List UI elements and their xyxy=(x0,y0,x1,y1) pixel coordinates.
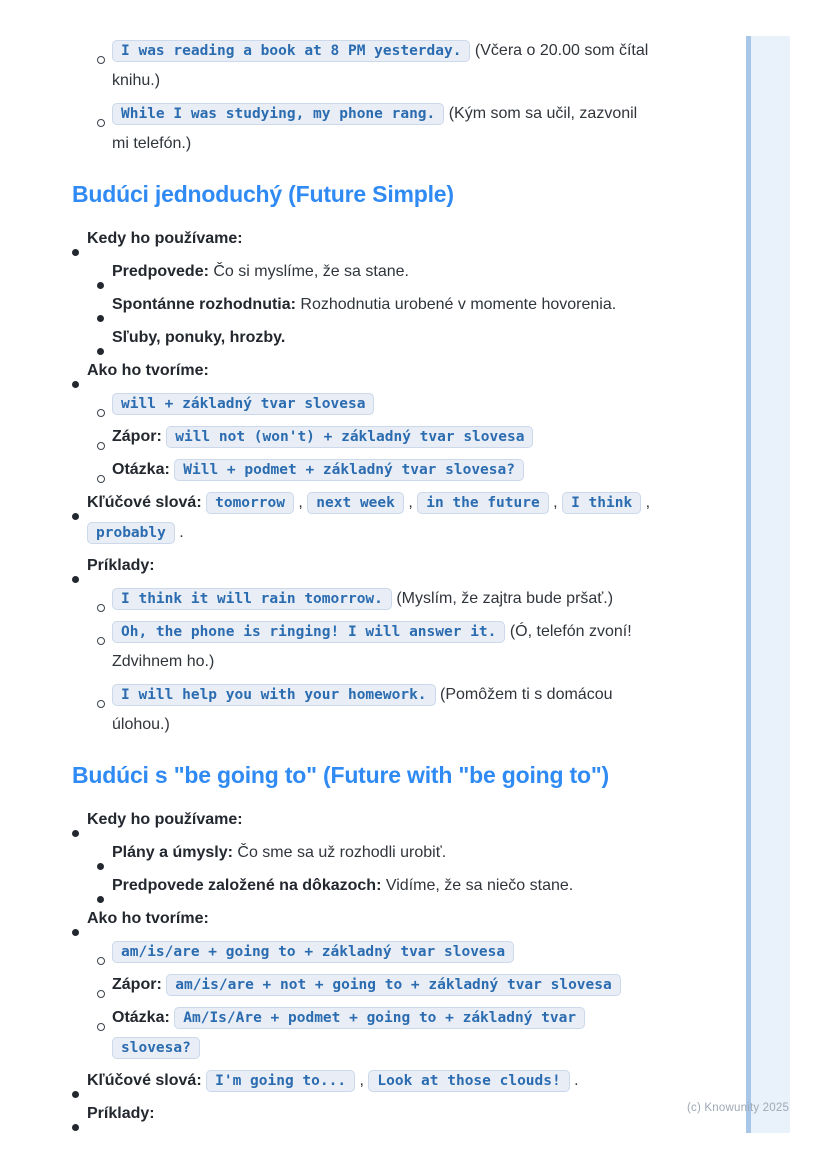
list-item-text xyxy=(112,838,655,868)
code-chip: tomorrow xyxy=(206,492,294,514)
bold-label: Ako ho tvoríme: xyxy=(87,910,209,927)
list-item-text xyxy=(112,36,655,96)
list-block xyxy=(72,36,655,159)
bullet-circle-icon xyxy=(97,617,112,647)
code-chip: I'm going to... xyxy=(206,1070,355,1092)
bold-label: Ako ho tvoríme: xyxy=(87,362,209,379)
bold-label: Otázka: xyxy=(112,461,170,478)
bullet-disc-icon xyxy=(97,323,112,353)
bullet-disc-icon xyxy=(72,488,87,518)
list-item xyxy=(97,422,655,452)
bullet-circle-icon xyxy=(97,36,112,66)
list-item xyxy=(72,904,655,934)
bullet-list xyxy=(72,224,655,740)
list-item xyxy=(72,356,655,386)
bullet-circle-icon xyxy=(97,389,112,419)
code-chip: am/is/are + not + going to + základný tvar slovesa xyxy=(166,974,621,996)
list-item-text xyxy=(112,970,655,1000)
bold-label: Spontánne rozhodnutia: xyxy=(112,296,296,313)
bullet-disc-icon xyxy=(72,551,87,581)
bullet-circle-icon xyxy=(97,1003,112,1033)
bullet-circle-icon xyxy=(97,680,112,710)
bullet-list xyxy=(72,36,655,159)
list-block xyxy=(72,224,655,740)
list-item-text xyxy=(112,389,655,419)
code-chip: Am/Is/Are + podmet + going to + základný tvar slovesa? xyxy=(112,1007,585,1059)
body-text: Čo sme sa už rozhodli urobiť. xyxy=(232,844,447,861)
list-item xyxy=(97,257,655,287)
code-chip: in the future xyxy=(417,492,549,514)
list-item-text xyxy=(112,584,655,614)
code-chip: am/is/are + going to + základný tvar slovesa xyxy=(112,941,514,963)
code-chip: next week xyxy=(307,492,404,514)
bullet-disc-icon xyxy=(72,1099,87,1129)
code-chip: While I was studying, my phone rang. xyxy=(112,103,444,125)
list-item-text xyxy=(87,224,655,254)
bullet-disc-icon xyxy=(97,290,112,320)
list-block xyxy=(72,805,655,1129)
list-item-text xyxy=(87,356,655,386)
bold-label: Zápor: xyxy=(112,428,162,445)
bullet-disc-icon xyxy=(97,257,112,287)
bold-label: Predpovede: xyxy=(112,263,209,280)
bullet-circle-icon xyxy=(97,422,112,452)
list-item xyxy=(72,551,655,581)
body-text: , xyxy=(548,494,563,511)
bold-label: Kľúčové slová: xyxy=(87,1072,202,1089)
list-item-text xyxy=(87,904,655,934)
list-item-text xyxy=(87,1099,655,1129)
body-text: (Včera o 20.00 som čítal knihu.) xyxy=(112,42,649,89)
bullet-disc-icon xyxy=(72,1066,87,1096)
bold-label: Kľúčové slová: xyxy=(87,494,202,511)
list-item xyxy=(97,389,655,419)
body-text: (Ó, telefón zvoní! Zdvihnem ho.) xyxy=(112,623,632,670)
list-item xyxy=(97,838,655,868)
body-text: , xyxy=(403,494,418,511)
list-item xyxy=(72,488,655,548)
bullet-disc-icon xyxy=(97,871,112,901)
heading-block xyxy=(72,179,655,209)
code-chip: Look at those clouds! xyxy=(368,1070,569,1092)
list-item-text xyxy=(87,551,655,581)
list-item xyxy=(97,36,655,96)
code-chip: I think xyxy=(562,492,641,514)
list-item-text xyxy=(112,290,655,320)
body-text: , xyxy=(641,494,651,511)
list-item-text xyxy=(112,871,655,901)
bullet-disc-icon xyxy=(72,224,87,254)
code-chip: I was reading a book at 8 PM yesterday. xyxy=(112,40,470,62)
document-content xyxy=(72,36,655,1132)
body-text: Rozhodnutia urobené v momente hovorenia. xyxy=(295,296,617,313)
list-item xyxy=(97,455,655,485)
bullet-circle-icon xyxy=(97,99,112,129)
bullet-disc-icon xyxy=(72,805,87,835)
body-text: Čo si myslíme, že sa stane. xyxy=(208,263,409,280)
bullet-list xyxy=(72,805,655,1129)
list-item xyxy=(97,99,655,159)
list-item xyxy=(97,323,655,353)
bold-label: Zápor: xyxy=(112,976,162,993)
code-chip: Will + podmet + základný tvar slovesa? xyxy=(174,459,524,481)
bold-label: Predpovede založené na dôkazoch: xyxy=(112,877,382,894)
list-item xyxy=(97,680,655,740)
body-text: , xyxy=(355,1072,369,1089)
body-text: . xyxy=(569,1072,579,1089)
list-item-text xyxy=(87,1066,655,1096)
list-item xyxy=(97,617,655,677)
code-chip: I think it will rain tomorrow. xyxy=(112,588,392,610)
list-item xyxy=(97,871,655,901)
list-item xyxy=(72,1066,655,1096)
bold-label: Príklady: xyxy=(87,1105,155,1122)
bold-label: Kedy ho používame: xyxy=(87,811,243,828)
bold-label: Kedy ho používame: xyxy=(87,230,243,247)
bold-label: Sľuby, ponuky, hrozby. xyxy=(112,329,286,346)
code-chip: will not (won't) + základný tvar slovesa xyxy=(166,426,533,448)
bullet-disc-icon xyxy=(72,904,87,934)
list-item xyxy=(97,584,655,614)
bullet-disc-icon xyxy=(72,356,87,386)
body-text: (Pomôžem ti s domácou úlohou.) xyxy=(112,686,613,733)
list-item-text xyxy=(87,488,655,548)
section-heading: Budúci jednoduchý (Future Simple) xyxy=(72,181,454,207)
list-item-text xyxy=(112,1003,655,1063)
list-item xyxy=(72,1099,655,1129)
list-item xyxy=(97,1003,655,1063)
copyright-footer: (c) Knowunity 2025 xyxy=(687,1102,790,1114)
bullet-disc-icon xyxy=(97,838,112,868)
section-heading: Budúci s "be going to" (Future with "be going to") xyxy=(72,762,609,788)
list-item xyxy=(72,805,655,835)
list-item-text xyxy=(112,617,655,677)
body-text: . xyxy=(174,524,184,541)
bold-label: Otázka: xyxy=(112,1009,170,1026)
list-item xyxy=(97,970,655,1000)
bullet-circle-icon xyxy=(97,455,112,485)
list-item-text xyxy=(112,257,655,287)
bold-label: Plány a úmysly: xyxy=(112,844,233,861)
list-item xyxy=(72,224,655,254)
list-item-text xyxy=(112,937,655,967)
list-item-text xyxy=(112,99,655,159)
list-item xyxy=(97,290,655,320)
list-item-text xyxy=(112,680,655,740)
heading-block xyxy=(72,760,655,790)
code-chip: will + základný tvar slovesa xyxy=(112,393,374,415)
code-chip: I will help you with your homework. xyxy=(112,684,436,706)
bold-label: Príklady: xyxy=(87,557,155,574)
code-chip: Oh, the phone is ringing! I will answer it. xyxy=(112,621,505,643)
list-item xyxy=(97,937,655,967)
side-scrollbar[interactable] xyxy=(746,36,790,1133)
list-item-text xyxy=(112,455,655,485)
bullet-circle-icon xyxy=(97,937,112,967)
body-text: (Myslím, že zajtra bude pršať.) xyxy=(391,590,614,607)
body-text: , xyxy=(293,494,308,511)
list-item-text xyxy=(87,805,655,835)
bullet-circle-icon xyxy=(97,970,112,1000)
list-item-text xyxy=(112,422,655,452)
body-text: Vidíme, že sa niečo stane. xyxy=(381,877,574,894)
bullet-circle-icon xyxy=(97,584,112,614)
list-item-text xyxy=(112,323,655,353)
code-chip: probably xyxy=(87,522,175,544)
body-text: (Kým som sa učil, zazvonil mi telefón.) xyxy=(112,105,638,152)
